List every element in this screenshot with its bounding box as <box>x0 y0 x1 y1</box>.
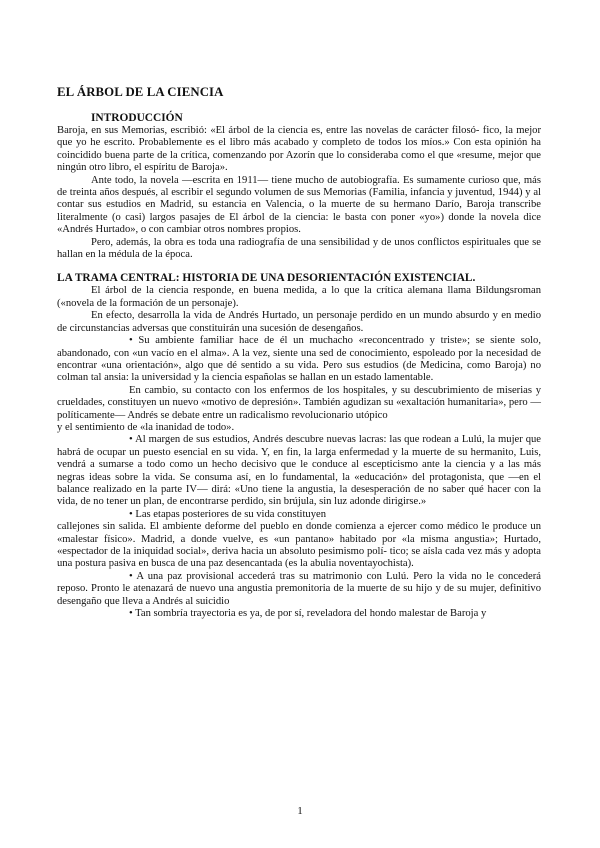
page-number: 1 <box>297 805 303 817</box>
intro-paragraph: Pero, además, la obra es toda una radiografía de una sensibilidad y de unos conflictos espirituales que se hallan en la médula de la época. <box>57 236 541 261</box>
hospital-paragraph-tail: y el sentimiento de «la inanidad de todo». <box>57 421 235 433</box>
intro-heading: INTRODUCCIÓN <box>91 112 183 124</box>
bullet-paragraph: • A una paz provisional accederá tras su matrimonio con Lulú. Pero la vida no le concederá reposo. Pronto le atenazará de nuevo una angustia premonitoria de la muerte de su hijo y de su mujer, definitivo desengaño que lleva a Andrés al suicidio <box>57 570 541 607</box>
bullet-paragraph: • Al margen de sus estudios, Andrés descubre nuevas lacras: las que rodean a Lulú, la mujer que habrá de ocupar un puesto esencial en su vida. Y, en fin, la larga enfermedad y la muerte de su hermanito, Luis, vendrá a sumarse a todo como un hecho decisivo que le conduce al escepticismo ante la ciencia y a las más negras ideas sobre la vida. Se consuma así, en lo fundamental, la «educación» del protagonista, que —en el balance realizado en la parte IV— dirá: «Uno tiene la angustia, la desesperación de no saber qué hacer con la vida, de no tener un plan, de encontrarse perdido, sin brújula, sin luz adonde dirigirse.» <box>57 434 541 508</box>
bullet-paragraph: • Su ambiente familiar hace de él un muchacho «reconcentrado y triste»; se siente solo, abandonado, con «un vacío en el alma». A la vez, siente una sed de conocimiento, espoleado por la necesidad de encontrar «una orientación», algo que dé sentido a su vida. Pero sus estudios (de Medicina, como Baroja) no colman tal ansia: la universidad y la ciencia españolas se hallan en un estado lamentable. <box>57 335 541 384</box>
bullet-paragraph: • Las etapas posteriores de su vida constituyen <box>129 508 326 520</box>
section-paragraph: En efecto, desarrolla la vida de Andrés Hurtado, un personaje perdido en un mundo absurdo y en medio de circunstancias adversas que constituirán una sucesión de desengaños. <box>57 310 541 334</box>
section-heading: LA TRAMA CENTRAL: HISTORIA DE UNA DESORIENTACIÓN EXISTENCIAL. <box>57 272 476 285</box>
intro-paragraph: Baroja, en sus Memorias, escribió: «El árbol de la ciencia es, entre las novelas de carácter filosó- fico, la mejor que yo he escrito. Probablemente es el libro más acabado y completo de todos los míos.» Con esta opinión ha coincidido buena parte de la crítica, comenzando por Azorín que lo consideraba como el que «resume, mejor que ningún otro libro, el espíritu de Baroja». <box>57 125 541 174</box>
section-spacer <box>57 261 541 272</box>
section-paragraph: El árbol de la ciencia responde, en buena medida, a lo que la crítica alemana llama Bildungsroman («novela de la formación de un personaje). <box>57 285 541 309</box>
document-body <box>57 112 541 620</box>
hospital-paragraph: En cambio, su contacto con los enfermos de los hospitales, y su descubrimiento de miserias y crueldades, constituyen un nuevo «motivo de depresión». También agudizan su «exaltación humanitaria», pero —políticamente— Andrés se debate entre un radicalismo revolucionario utópico <box>57 384 541 421</box>
bullet-paragraph-continuation: callejones sin salida. El ambiente deforme del pueblo en donde comienza a ejercer como médico le produce un «malestar físico». Madrid, a donde vuelve, es «un pantano» habitado por «la misma angustia»; Hurtado, «espectador de la iniquidad social», deriva hacia un absoluto pesimismo polí- tico; se aísla cada vez más y adopta una postura pasiva en busca de una paz desencantada (es la abulia noventayochista). <box>57 521 541 570</box>
document-title: EL ÁRBOL DE LA CIENCIA <box>57 85 224 99</box>
intro-paragraph: Ante todo, la novela —escrita en 1911— tiene mucho de autobiografía. Es sumamente curioso que, más de treinta años después, al escribir el segundo volumen de sus Memorias (Familia, infancia y juventud, 1944) y al contar sus estudios en Madrid, su estancia en Valencia, o la muerte de su hermano Darío, Baroja transcribe literalmente (o casi) largos pasajes de El árbol de la ciencia: le basta con poner «yo») donde la novela dice «Andrés Hurtado», o con cambiar otros nombres propios. <box>57 174 541 236</box>
bullet-paragraph: • Tan sombría trayectoria es ya, de por sí, reveladora del hondo malestar de Baroja y <box>129 608 487 620</box>
